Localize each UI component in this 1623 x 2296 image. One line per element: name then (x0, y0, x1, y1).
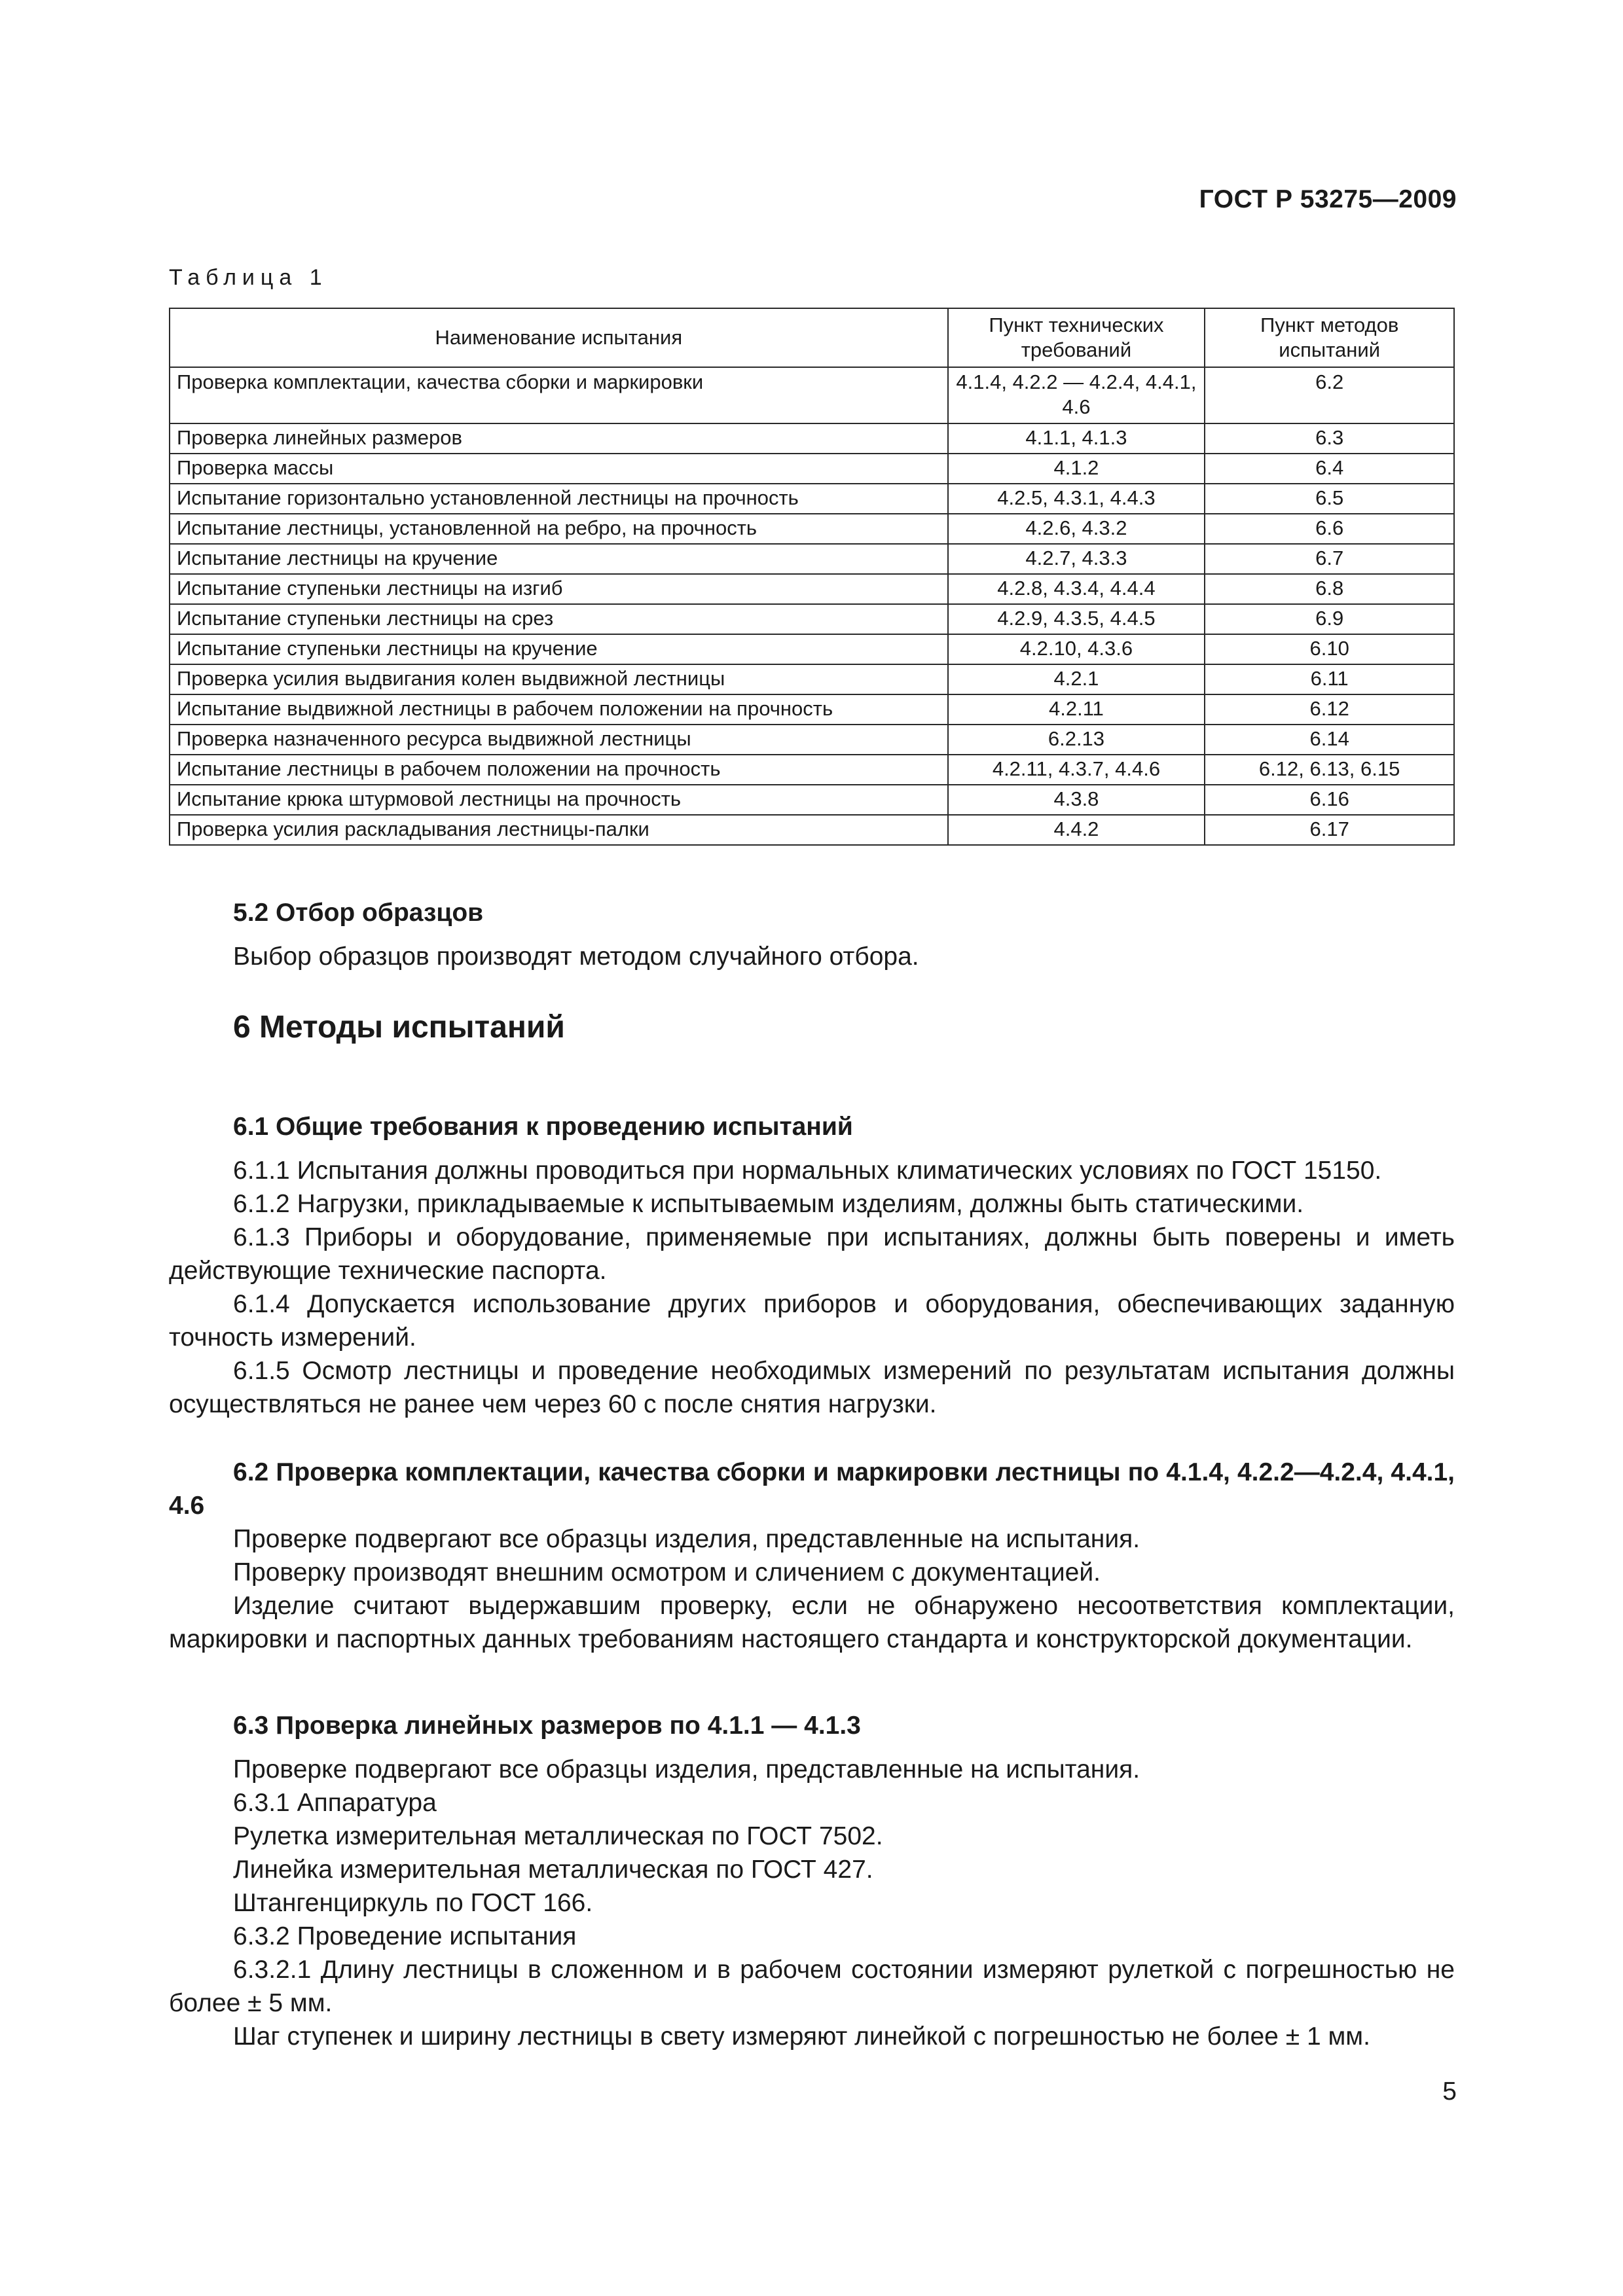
table-row (170, 694, 1454, 725)
table-row (170, 484, 1454, 514)
methods-clause-cell: 6.5 (1205, 484, 1454, 514)
test-name-cell: Испытание выдвижной лестницы в рабочем положении на прочность (170, 694, 948, 725)
test-name-cell: Проверка массы (170, 454, 948, 484)
requirements-clause-cell: 4.2.11 (948, 694, 1205, 725)
methods-clause-cell: 6.2 (1205, 367, 1454, 423)
test-name-cell: Испытание крюка штурмовой лестницы на прочность (170, 785, 948, 815)
section-5-2 (169, 896, 1455, 973)
table-row (170, 423, 1454, 454)
paragraph: Проверку производят внешним осмотром и сличением с документацией. (233, 1558, 1101, 1587)
methods-clause-cell: 6.9 (1205, 604, 1454, 634)
requirements-clause-cell: 4.2.10, 4.3.6 (948, 634, 1205, 664)
table-row (170, 815, 1454, 845)
section-6-2 (169, 1456, 1455, 1656)
section-6-1 (169, 1110, 1455, 1421)
methods-clause-cell: 6.4 (1205, 454, 1454, 484)
section-6-3 (169, 1709, 1455, 2053)
paragraph: Выбор образцов производят методом случайного отбора. (233, 942, 919, 971)
column-header-test-name: Наименование испытания (170, 308, 948, 367)
requirements-clause-cell: 4.1.1, 4.1.3 (948, 423, 1205, 454)
page-number: 5 (1442, 2077, 1457, 2106)
paragraph: Изделие считают выдержавшим проверку, если не обнаружено несоответствия комплектации, маркировки и паспортных данных требованиям настоящего стандарта и конструкторской документации. (169, 1592, 1455, 1653)
test-name-cell: Испытание горизонтально установленной лестницы на прочность (170, 484, 948, 514)
table-row (170, 574, 1454, 604)
test-name-cell: Испытание лестницы на кручение (170, 544, 948, 574)
requirements-clause-cell: 4.3.8 (948, 785, 1205, 815)
tests-table (169, 308, 1455, 846)
methods-clause-cell: 6.11 (1205, 664, 1454, 694)
requirements-clause-cell: 4.1.4, 4.2.2 — 4.2.4, 4.4.1, 4.6 (948, 367, 1205, 423)
paragraph: 6.1.2 Нагрузки, прикладываемые к испытываемым изделиям, должны быть статическими. (233, 1190, 1304, 1218)
chapter-heading: 6 Методы испытаний (233, 1010, 565, 1045)
requirements-clause-cell: 4.2.7, 4.3.3 (948, 544, 1205, 574)
table-row (170, 755, 1454, 785)
paragraph: Штангенциркуль по ГОСТ 166. (233, 1889, 593, 1917)
table-row (170, 664, 1454, 694)
table-row (170, 785, 1454, 815)
table-header-row (170, 308, 1454, 367)
column-header-requirements-clause: Пункт технических требований (948, 308, 1205, 367)
methods-clause-cell: 6.14 (1205, 725, 1454, 755)
table-caption: Таблица 1 (169, 265, 328, 290)
test-name-cell: Испытание лестницы, установленной на ребро, на прочность (170, 514, 948, 544)
requirements-clause-cell: 4.2.1 (948, 664, 1205, 694)
methods-clause-cell: 6.3 (1205, 423, 1454, 454)
test-name-cell: Проверка назначенного ресурса выдвижной лестницы (170, 725, 948, 755)
paragraph: Рулетка измерительная металлическая по ГОСТ 7502. (233, 1822, 883, 1850)
paragraph: Шаг ступенек и ширину лестницы в свету измеряют линейкой с погрешностью не более ± 1 мм. (233, 2022, 1370, 2051)
document-code: ГОСТ Р 53275—2009 (1199, 185, 1457, 213)
subsection-heading: 6.3.1 Аппаратура (233, 1789, 437, 1817)
methods-clause-cell: 6.8 (1205, 574, 1454, 604)
paragraph: 6.1.3 Приборы и оборудование, применяемые при испытаниях, должны быть поверены и иметь действующие технические паспорта. (169, 1223, 1455, 1285)
methods-clause-cell: 6.7 (1205, 544, 1454, 574)
column-header-methods-clause: Пункт методов испытаний (1205, 308, 1454, 367)
test-name-cell: Проверка усилия выдвигания колен выдвижной лестницы (170, 664, 948, 694)
table-row (170, 544, 1454, 574)
paragraph: Проверке подвергают все образцы изделия, представленные на испытания. (233, 1755, 1140, 1784)
methods-clause-cell: 6.12 (1205, 694, 1454, 725)
methods-clause-cell: 6.17 (1205, 815, 1454, 845)
paragraph: Проверке подвергают все образцы изделия, представленные на испытания. (233, 1525, 1140, 1553)
methods-clause-cell: 6.10 (1205, 634, 1454, 664)
requirements-clause-cell: 6.2.13 (948, 725, 1205, 755)
section-6 (169, 1011, 1455, 1044)
table-row (170, 454, 1454, 484)
requirements-clause-cell: 4.2.8, 4.3.4, 4.4.4 (948, 574, 1205, 604)
test-name-cell: Проверка линейных размеров (170, 423, 948, 454)
requirements-clause-cell: 4.2.5, 4.3.1, 4.4.3 (948, 484, 1205, 514)
table-row (170, 367, 1454, 423)
methods-clause-cell: 6.12, 6.13, 6.15 (1205, 755, 1454, 785)
table-row (170, 514, 1454, 544)
methods-clause-cell: 6.6 (1205, 514, 1454, 544)
test-name-cell: Испытание ступеньки лестницы на кручение (170, 634, 948, 664)
subsection-heading: 6.3.2 Проведение испытания (233, 1922, 577, 1950)
test-name-cell: Испытание ступеньки лестницы на срез (170, 604, 948, 634)
table-row (170, 725, 1454, 755)
methods-clause-cell: 6.16 (1205, 785, 1454, 815)
paragraph: 6.1.1 Испытания должны проводиться при нормальных климатических условиях по ГОСТ 15150. (233, 1157, 1382, 1185)
test-name-cell: Испытание ступеньки лестницы на изгиб (170, 574, 948, 604)
paragraph: 6.1.5 Осмотр лестницы и проведение необходимых измерений по результатам испытания должны осуществляться не ранее чем через 60 с после снятия нагрузки. (169, 1357, 1455, 1418)
section-heading: 6.2 Проверка комплектации, качества сборки и маркировки лестницы по 4.1.4, 4.2.2—4.2.4, 4.4.1, 4.6 (169, 1458, 1455, 1520)
table-row (170, 604, 1454, 634)
paragraph: 6.3.2.1 Длину лестницы в сложенном и в рабочем состоянии измеряют рулеткой с погрешностью не более ± 5 мм. (169, 1956, 1455, 2017)
requirements-clause-cell: 4.2.6, 4.3.2 (948, 514, 1205, 544)
section-heading: 5.2 Отбор образцов (233, 899, 484, 927)
test-name-cell: Испытание лестницы в рабочем положении на прочность (170, 755, 948, 785)
requirements-clause-cell: 4.1.2 (948, 454, 1205, 484)
requirements-clause-cell: 4.4.2 (948, 815, 1205, 845)
requirements-clause-cell: 4.2.11, 4.3.7, 4.4.6 (948, 755, 1205, 785)
requirements-clause-cell: 4.2.9, 4.3.5, 4.4.5 (948, 604, 1205, 634)
test-name-cell: Проверка комплектации, качества сборки и маркировки (170, 367, 948, 423)
paragraph: 6.1.4 Допускается использование других приборов и оборудования, обеспечивающих заданную точность измерений. (169, 1290, 1455, 1352)
section-heading: 6.1 Общие требования к проведению испытаний (233, 1113, 853, 1141)
test-name-cell: Проверка усилия раскладывания лестницы-палки (170, 815, 948, 845)
table-row (170, 634, 1454, 664)
section-heading: 6.3 Проверка линейных размеров по 4.1.1 — 4.1.3 (233, 1712, 861, 1740)
paragraph: Линейка измерительная металлическая по ГОСТ 427. (233, 1856, 873, 1884)
